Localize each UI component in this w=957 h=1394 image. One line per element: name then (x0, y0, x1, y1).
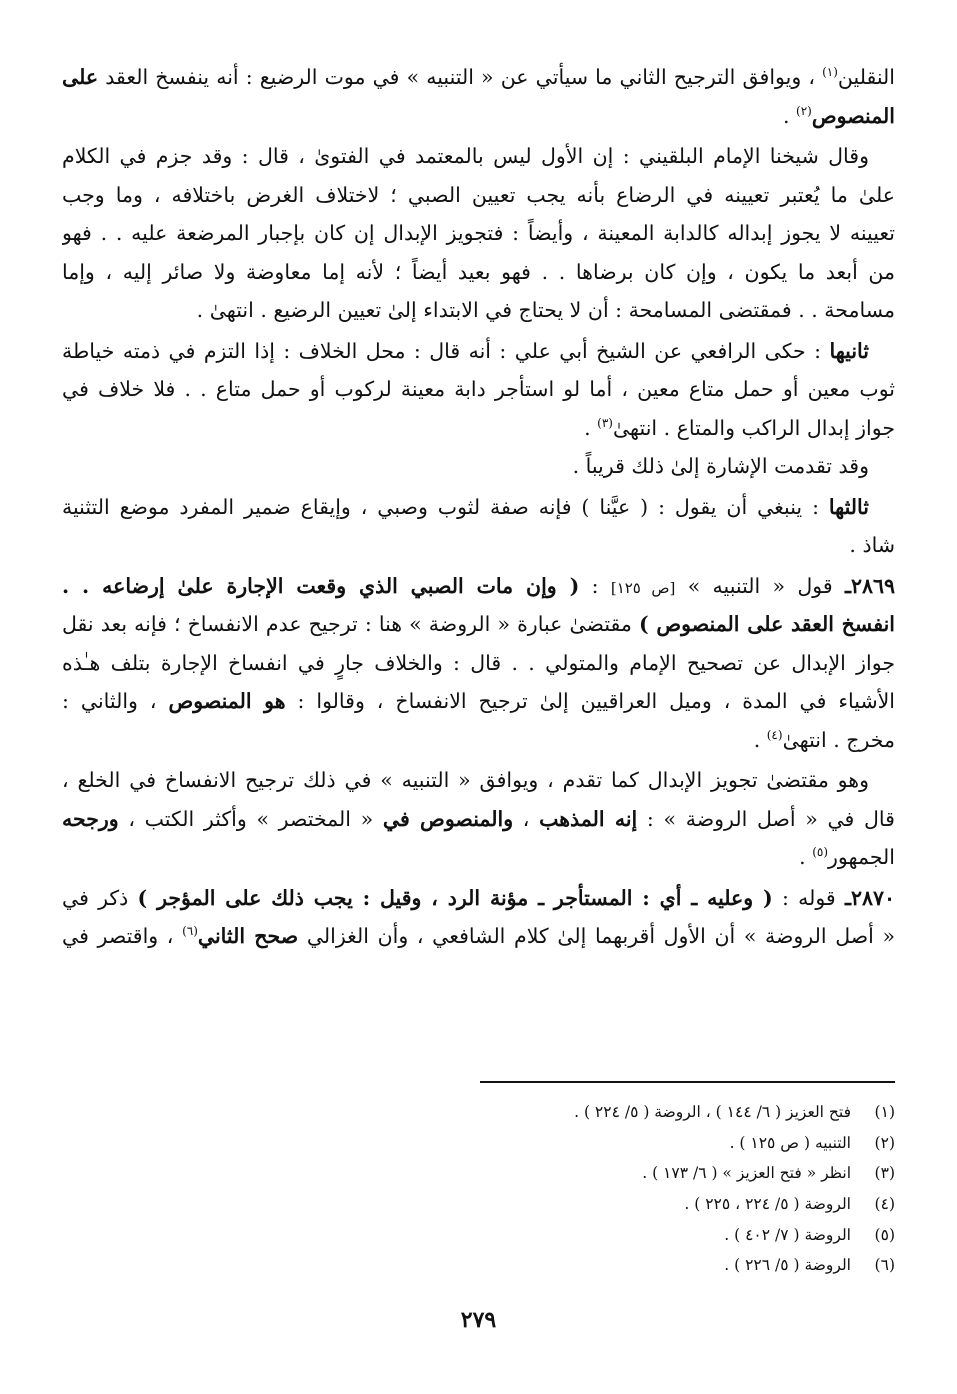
footnote-item: (٥) الروضة ( ٧/ ٤٠٢ ) . (724, 1225, 895, 1244)
text-line: ثانيها : حكى الرافعي عن الشيخ أبي علي : أنه قال : محل الخلاف : إذا التزم في ذمته خياطة (62, 338, 869, 363)
footnote-item: (٣) انظر « فتح العزيز » ( ٦/ ١٧٣ ) . (642, 1164, 895, 1183)
footnote-separator (480, 1081, 895, 1083)
text-line: ثوب معين أو حمل متاع معين ، أما لو استأجر دابة معينة لركوب أو حمل متاع . . فلا خلاف في (62, 377, 895, 401)
text-line: شاذ . (849, 533, 895, 557)
page-ref: [ص ١٢٥] (610, 578, 676, 597)
footnote-ref[interactable]: (٣) (597, 415, 613, 430)
issue-number: ٢٨٧٠ـ (844, 885, 895, 910)
footnotes (300, 1097, 895, 1281)
text-line: جواز الإبدال عن تصحيح الإمام والمتولي . . قال : والخلاف جارٍ في انفساخ الإجارة بتلف هـٰذه (62, 650, 895, 675)
text-line: ٢٨٧٠ـ قوله : ( وعليه ـ أي : المستأجر ـ مؤنة الرد ، وقيل : يجب ذلك على المؤجر ) ذكر في (62, 885, 895, 910)
footnote-item: (٢) التنبيه ( ص ١٢٥ ) . (729, 1133, 895, 1152)
text-line: علىٰ ما يُعتبر تعيينه في الرضاع بأنه يجب تعيين الصبي ؛ لاختلاف الغرض باختلافه ، وما وجب (62, 182, 895, 207)
text-line: المنصوص$^{(٢)}$ . (782, 103, 895, 128)
text-line: وقال شيخنا الإمام البلقيني : إن الأول ليس بالمعتمد في الفتوىٰ ، قال : وقد جزم في الكلام (62, 144, 869, 168)
footnote-ref[interactable]: (٦) (182, 924, 198, 939)
text-line: قال في « أصل الروضة » : إنه المذهب ، والمنصوص في « المختصر » وأكثر الكتب ، ورجحه (62, 806, 895, 831)
page-number: ٢٧٩ (460, 1307, 497, 1333)
text-line: وهو مقتضىٰ تجويز الإبدال كما تقدم ، ويوافق « التنبيه » في ذلك ترجيح الانفساخ في الخلع ، (62, 768, 869, 792)
footnote-ref[interactable]: (١) (822, 65, 838, 80)
text-line: جواز إبدال الراكب والمتاع . انتهىٰ$^{(٣)}$ . (584, 415, 895, 440)
text-line: ٢٨٦٩ـ قول « التنبيه » [ص ١٢٥] : ( وإن مات الصبي الذي وقعت الإجارة علىٰ إرضاعه . . (62, 573, 895, 598)
main-text (62, 58, 895, 956)
footnote-item: (١) فتح العزيز ( ٦/ ١٤٤ ) ، الروضة ( ٥/ ٢٢٤ ) . (574, 1103, 895, 1121)
text-line: الأشياء في المدة ، وميل العراقيين إلىٰ ترجيح الانفساخ ، وقالوا : هو المنصوص ، والثاني : (62, 689, 895, 713)
footnote-ref[interactable]: (٥) (812, 845, 829, 860)
text-line: مسامحة . . فمقتضى المسامحة : أن لا يحتاج في الابتداء إلىٰ تعيين الرضيع . انتهىٰ . (196, 298, 895, 322)
footnote-item: (٤) الروضة ( ٥/ ٢٢٤ ، ٢٢٥ ) . (684, 1195, 895, 1214)
text-line: تعيينه لا يجوز إبداله كالدابة المعينة ، وأيضاً : فتجويز الإبدال إن كان بإجبار المرضعة عليه . . فهو (62, 221, 895, 245)
text-line: الجمهور$^{(٥)}$ . (799, 845, 895, 869)
footnote-ref[interactable]: (٢) (796, 103, 812, 118)
text-line: مخرج . انتهىٰ$^{(٤)}$ . (753, 727, 895, 752)
footnote-ref[interactable]: (٤) (766, 727, 783, 742)
text-line: ثالثها : ينبغي أن يقول : ( عيَّنا ) فإنه صفة لثوب وصبي ، وإيقاع ضمير المفرد موضع التثنية (62, 494, 869, 519)
text-line: النقلين$^{(١)}$ ، ويوافق الترجيح الثاني ما سيأتي عن « التنبيه » في موت الرضيع : أنه ينفسخ العقد على (62, 65, 895, 89)
issue-number: ٢٨٦٩ـ (844, 573, 895, 598)
text-line: انفسخ العقد على المنصوص ) مقتضىٰ عبارة « الروضة » هنا : ترجيح عدم الانفساخ ؛ فإنه بعد نقل (62, 612, 895, 636)
footnote-item: (٦) الروضة ( ٥/ ٢٢٦ ) . (724, 1256, 895, 1275)
text-line: « أصل الروضة » أن الأول أقربهما إلىٰ كلام الشافعي ، وأن الغزالي صحح الثاني$^{(٦)}$ ، واقتصر في (62, 924, 895, 948)
text-line: وقد تقدمت الإشارة إلىٰ ذلك قريباً . (572, 454, 869, 478)
text-line: من أبعد ما يكون ، وإن كان برضاها . . فهو بعيد أيضاً ؛ لأنه إما معاوضة ولا صائر إليه ، وإما (62, 259, 895, 284)
